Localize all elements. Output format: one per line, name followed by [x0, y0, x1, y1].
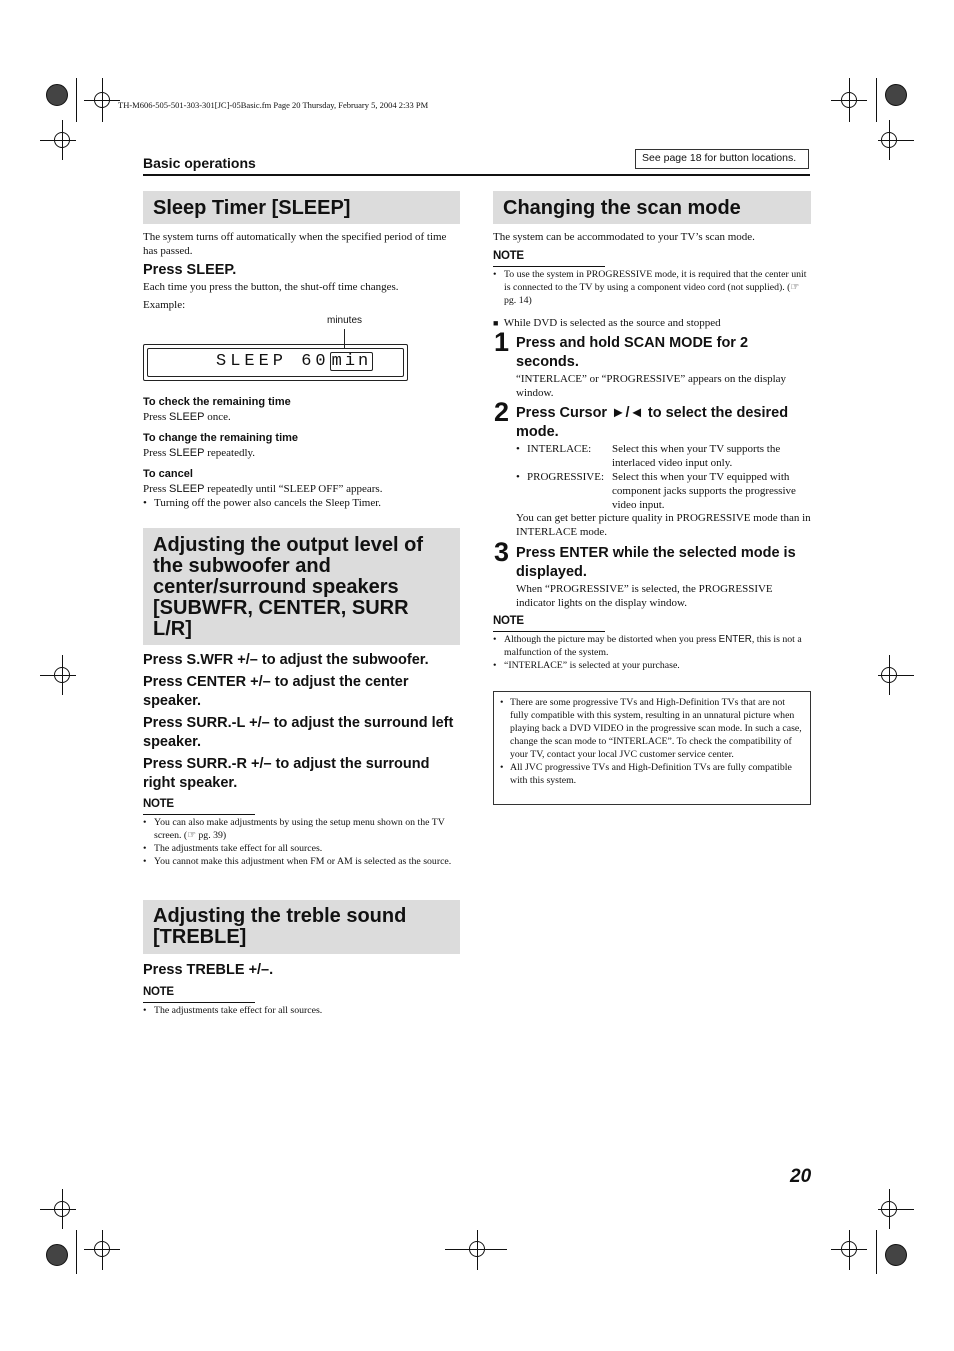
square-bullet-icon: ■ — [493, 318, 499, 328]
output-step-4: Press SURR.-R +/– to adjust the surround right speaker. — [143, 756, 430, 791]
see-page-note: See page 18 for button locations. — [635, 149, 809, 169]
output-note-heading: NOTE — [143, 798, 174, 810]
change-text: Press SLEEP repeatedly. — [143, 447, 256, 459]
scan-note-heading: NOTE — [493, 250, 524, 262]
list-item: • There are some progressive TVs and High-Definition TVs that are not fully compatible with this system, resulting in an unnatural picture when playing back a DVD VIDEO in the progressive scan mode. In such a case, change the scan mode to “INTERLACE”. To check the compatibility of your TV, contact your local JVC customer service center. — [500, 696, 804, 761]
output-step-1: Press S.WFR +/– to adjust the subwoofer. — [143, 652, 429, 668]
list-item: • You cannot make this adjustment when FM or AM is selected as the source. — [143, 855, 460, 868]
compatibility-box — [493, 691, 811, 805]
list-item: • Turning off the power also cancels the Sleep Timer. — [143, 496, 460, 510]
treble-press: Press TREBLE +/–. — [143, 962, 274, 978]
step-number-3: 3 — [494, 537, 510, 567]
section-label: Basic operations — [143, 155, 256, 171]
note-rule — [493, 266, 605, 267]
check-text: Press SLEEP once. — [143, 411, 231, 423]
step-number-1: 1 — [494, 327, 510, 357]
cancel-text: Press SLEEP repeatedly until “SLEEP OFF” appears. — [143, 483, 383, 495]
output-notes — [143, 816, 460, 868]
list-item: • The adjustments take effect for all sources. — [143, 842, 460, 855]
note-rule — [493, 631, 605, 632]
sleep-example: Example: — [143, 299, 186, 311]
list-item: • To use the system in PROGRESSIVE mode, it is required that the center unit is connected to the TV by using a component video cord (not supplied). (☞ pg. 14) — [493, 268, 811, 307]
scan-condition: ■ While DVD is selected as the source and stopped — [493, 317, 721, 329]
scan-step-3-desc: When “PROGRESSIVE” is selected, the PROGRESSIVE indicator lights on the display window. — [516, 583, 773, 609]
header-rule — [143, 174, 810, 176]
scan-option-interlace: • INTERLACE: Select this when your TV supports the interlaced video input only. — [516, 443, 781, 469]
scan-note-2 — [493, 633, 811, 672]
page-number: 20 — [790, 1166, 812, 1187]
step-number-2: 2 — [494, 397, 510, 427]
sleep-intro: The system turns off automatically when the specified period of time has passed. — [143, 231, 447, 257]
sleep-title: Sleep Timer [SLEEP] — [143, 191, 460, 224]
check-heading: To check the remaining time — [143, 396, 291, 408]
file-info: TH-M606-505-501-303-301[JC]-05Basic.fm Page 20 Thursday, February 5, 2004 2:33 PM — [118, 100, 429, 110]
treble-note-heading: NOTE — [143, 986, 174, 998]
scan-title: Changing the scan mode — [493, 191, 811, 224]
list-item: • “INTERLACE” is selected at your purchase. — [493, 659, 811, 672]
sleep-press: Press SLEEP. — [143, 262, 237, 278]
list-item: • The adjustments take effect for all sources. — [143, 1004, 460, 1017]
scan-step-3: Press ENTER while the selected mode is displayed. — [516, 545, 796, 580]
lcd-display — [143, 344, 408, 381]
compatibility-notes — [500, 696, 804, 787]
lcd-unit-text: min — [331, 352, 372, 371]
note-rule — [143, 814, 255, 815]
scan-intro: The system can be accommodated to your TV’s scan mode. — [493, 231, 755, 243]
sleep-desc: Each time you press the button, the shut-off time changes. — [143, 281, 399, 293]
scan-step-1: Press and hold SCAN MODE for 2 seconds. — [516, 335, 749, 370]
scan-step-1-desc: “INTERLACE” or “PROGRESSIVE” appears on the display window. — [516, 373, 787, 399]
change-heading: To change the remaining time — [143, 432, 299, 444]
output-title: Adjusting the output level of the subwoofer and center/surround speakers [SUBWFR, CENTER, SURR L/R] — [143, 528, 460, 645]
scan-step-2-after: You can get better picture quality in PROGRESSIVE mode than in INTERLACE mode. — [516, 512, 811, 538]
output-step-3: Press SURR.-L +/– to adjust the surround left speaker. — [143, 715, 454, 750]
treble-title: Adjusting the treble sound [TREBLE] — [143, 900, 460, 954]
lcd-main-text: SLEEP 60 — [216, 352, 330, 371]
output-step-2: Press CENTER +/– to adjust the center speaker. — [143, 674, 409, 709]
list-item: • Although the picture may be distorted when you press ENTER, this is not a malfunction of the system. — [493, 633, 811, 659]
scan-note2-heading: NOTE — [493, 615, 524, 627]
cancel-bullets — [143, 496, 460, 510]
cancel-heading: To cancel — [143, 468, 193, 480]
list-item: • All JVC progressive TVs and High-Definition TVs are fully compatible with this system. — [500, 761, 804, 787]
note-rule — [143, 1002, 255, 1003]
list-item: • You can also make adjustments by using the setup menu shown on the TV screen. (☞ pg. 39) — [143, 816, 460, 842]
scan-option-progressive: • PROGRESSIVE: Select this when your TV equipped with component jacks supports the progressive video input. — [516, 471, 796, 511]
treble-notes — [143, 1004, 460, 1017]
scan-note-1 — [493, 268, 811, 307]
scan-step-2: Press Cursor ►/◄ to select the desired mode. — [516, 405, 789, 440]
minutes-label: minutes — [327, 315, 363, 326]
